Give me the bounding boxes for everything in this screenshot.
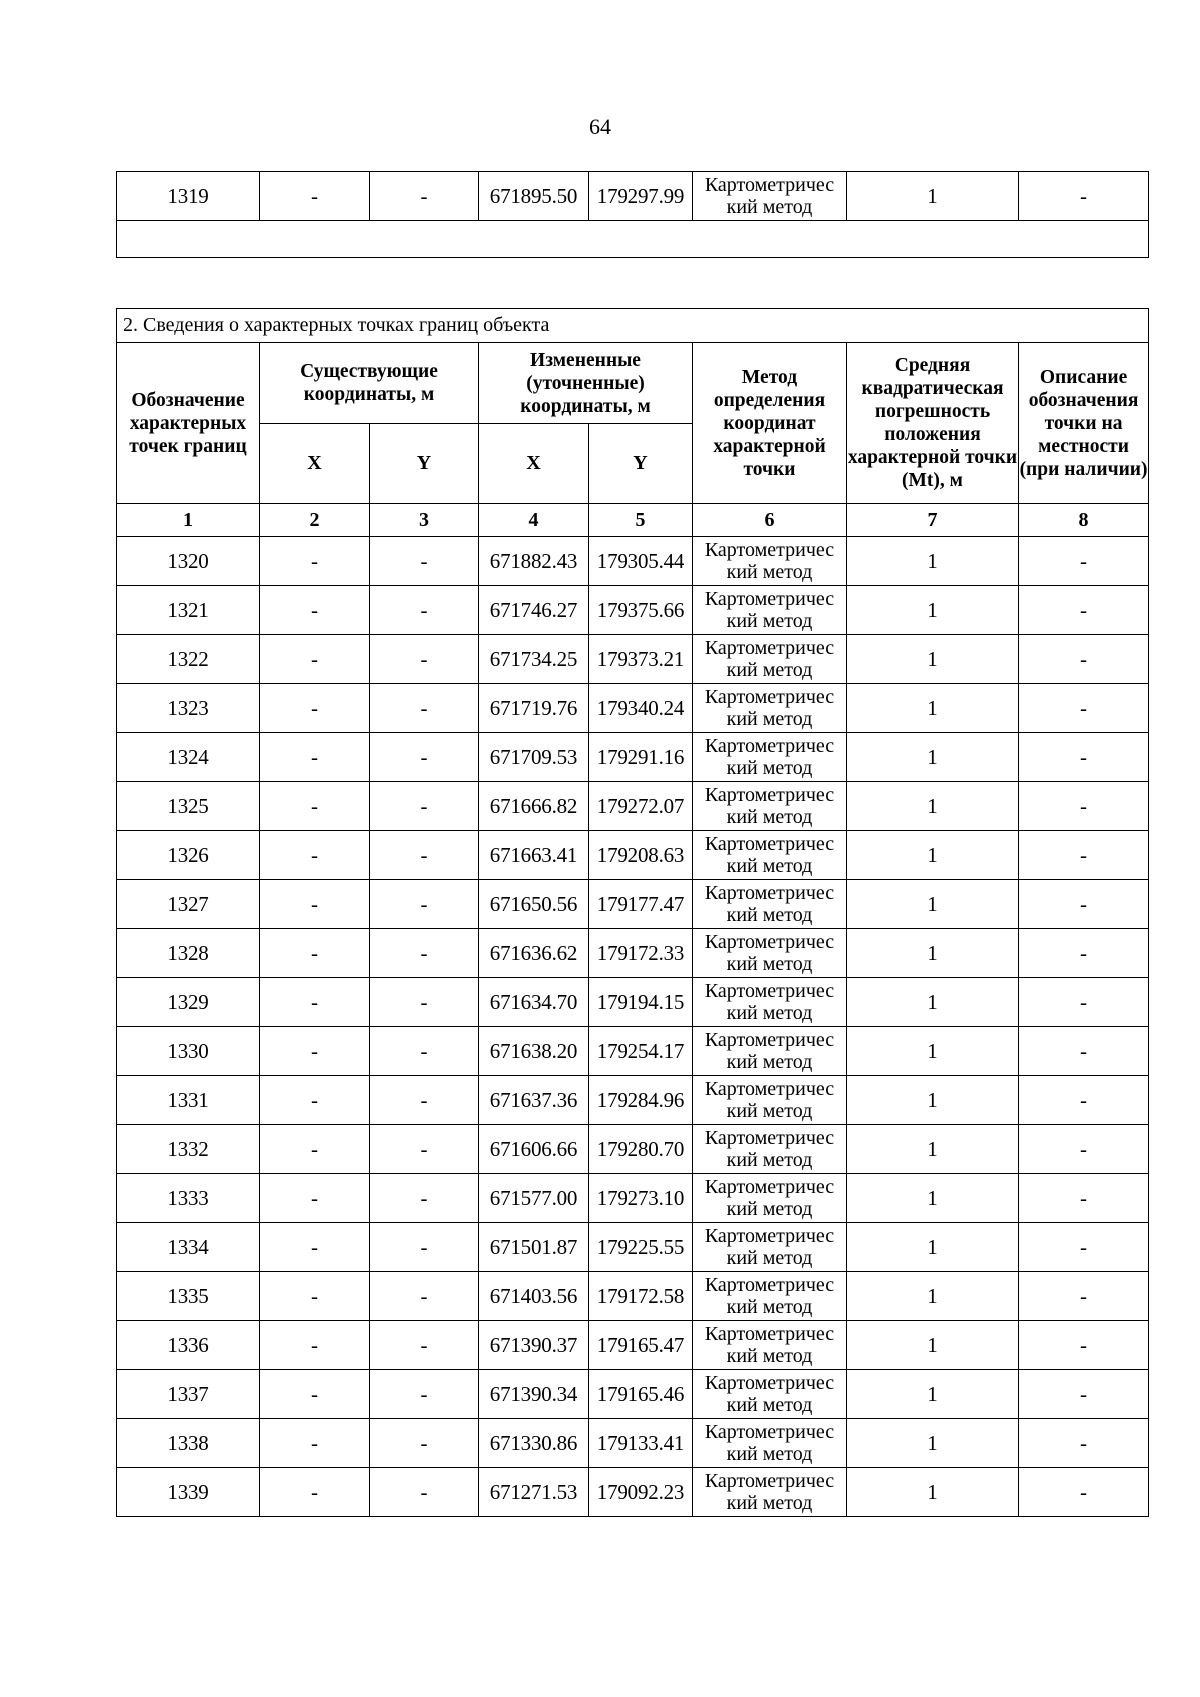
table-row xyxy=(117,880,1149,929)
method-line: кий метод xyxy=(726,659,813,681)
mt-value: 1 xyxy=(847,1419,1019,1468)
point-number: 1334 xyxy=(117,1223,260,1272)
existing-y-value: - xyxy=(370,880,479,929)
point-number: 1319 xyxy=(117,172,260,221)
changed-y-value: 179284.96 xyxy=(589,1076,693,1125)
method-line: Картометричес xyxy=(704,784,835,806)
method-line: Картометричес xyxy=(704,1274,835,1296)
description-value: - xyxy=(1019,1174,1149,1223)
method-value xyxy=(693,635,847,684)
method-line: Картометричес xyxy=(704,637,835,659)
changed-x-value: 671666.82 xyxy=(479,782,589,831)
mt-value: 1 xyxy=(847,1321,1019,1370)
existing-x-value: - xyxy=(260,635,370,684)
changed-y-value: 179297.99 xyxy=(589,172,693,221)
point-number: 1330 xyxy=(117,1027,260,1076)
header-existing-x: X xyxy=(260,424,370,504)
existing-x-value: - xyxy=(260,1076,370,1125)
method-line: Картометричес xyxy=(704,1323,835,1345)
method-value xyxy=(693,782,847,831)
description-value: - xyxy=(1019,684,1149,733)
mt-value: 1 xyxy=(847,929,1019,978)
changed-y-value: 179208.63 xyxy=(589,831,693,880)
existing-y-value: - xyxy=(370,978,479,1027)
changed-y-value: 179092.23 xyxy=(589,1468,693,1517)
mt-value: 1 xyxy=(847,586,1019,635)
method-line: Картометричес xyxy=(704,882,835,904)
method-line: кий метод xyxy=(726,1002,813,1024)
method-line: Картометричес xyxy=(704,1421,835,1443)
existing-x-value: - xyxy=(260,880,370,929)
method-line: кий метод xyxy=(726,708,813,730)
method-line: Картометричес xyxy=(704,1078,835,1100)
changed-y-value: 179172.58 xyxy=(589,1272,693,1321)
changed-x-value: 671390.34 xyxy=(479,1370,589,1419)
existing-y-value: - xyxy=(370,1174,479,1223)
table-row xyxy=(117,782,1149,831)
table-row xyxy=(117,1125,1149,1174)
method-line: кий метод xyxy=(726,1345,813,1367)
point-number: 1328 xyxy=(117,929,260,978)
existing-x-value: - xyxy=(260,1419,370,1468)
method-value xyxy=(693,1272,847,1321)
changed-y-value: 179165.46 xyxy=(589,1370,693,1419)
method-value xyxy=(693,831,847,880)
existing-x-value: - xyxy=(260,1321,370,1370)
existing-y-value: - xyxy=(370,1076,479,1125)
header-changed-x: X xyxy=(479,424,589,504)
header-mean-square-error: Средняя квадратическая погрешность положения характерной точки (Mt), м xyxy=(847,343,1019,504)
existing-y-value: - xyxy=(370,1468,479,1517)
mt-value: 1 xyxy=(847,1370,1019,1419)
method-value xyxy=(693,1468,847,1517)
method-value xyxy=(693,1321,847,1370)
changed-x-value: 671390.37 xyxy=(479,1321,589,1370)
changed-y-value: 179373.21 xyxy=(589,635,693,684)
description-value: - xyxy=(1019,1076,1149,1125)
existing-y-value: - xyxy=(370,733,479,782)
mt-value: 1 xyxy=(847,978,1019,1027)
method-line: Картометричес xyxy=(704,588,835,610)
method-line: кий метод xyxy=(726,1149,813,1171)
method-line: Картометричес xyxy=(704,931,835,953)
changed-x-value: 671271.53 xyxy=(479,1468,589,1517)
method-line: кий метод xyxy=(726,1051,813,1073)
description-value: - xyxy=(1019,172,1149,221)
method-line: Картометричес xyxy=(704,1176,835,1198)
table-row xyxy=(117,831,1149,880)
description-value: - xyxy=(1019,1027,1149,1076)
description-value: - xyxy=(1019,782,1149,831)
changed-y-value: 179225.55 xyxy=(589,1223,693,1272)
header-existing-coordinates: Существующие координаты, м xyxy=(260,343,479,424)
table-row xyxy=(117,1174,1149,1223)
description-value: - xyxy=(1019,1370,1149,1419)
point-number: 1325 xyxy=(117,782,260,831)
mt-value: 1 xyxy=(847,635,1019,684)
column-number: 5 xyxy=(589,504,693,537)
changed-x-value: 671895.50 xyxy=(479,172,589,221)
point-number: 1331 xyxy=(117,1076,260,1125)
changed-y-value: 179305.44 xyxy=(589,537,693,586)
empty-row xyxy=(117,221,1149,258)
description-value: - xyxy=(1019,586,1149,635)
existing-x-value: - xyxy=(260,978,370,1027)
point-number: 1327 xyxy=(117,880,260,929)
description-value: - xyxy=(1019,537,1149,586)
changed-x-value: 671577.00 xyxy=(479,1174,589,1223)
mt-value: 1 xyxy=(847,1174,1019,1223)
method-line: кий метод xyxy=(726,953,813,975)
mt-value: 1 xyxy=(847,172,1019,221)
method-line: кий метод xyxy=(726,1198,813,1220)
method-line: кий метод xyxy=(726,561,813,583)
existing-y-value: - xyxy=(370,1321,479,1370)
changed-y-value: 179177.47 xyxy=(589,880,693,929)
method-line: Картометричес xyxy=(704,1127,835,1149)
changed-y-value: 179194.15 xyxy=(589,978,693,1027)
changed-y-value: 179280.70 xyxy=(589,1125,693,1174)
continuation-table xyxy=(116,171,1149,258)
mt-value: 1 xyxy=(847,537,1019,586)
changed-y-value: 179254.17 xyxy=(589,1027,693,1076)
header-description: Описание обозначения точки на местности (при наличии) xyxy=(1019,343,1149,504)
table-row xyxy=(117,635,1149,684)
method-value xyxy=(693,1027,847,1076)
table-row xyxy=(117,1419,1149,1468)
mt-value: 1 xyxy=(847,1223,1019,1272)
method-line: кий метод xyxy=(726,1296,813,1318)
description-value: - xyxy=(1019,978,1149,1027)
method-line: кий метод xyxy=(726,1100,813,1122)
changed-x-value: 671637.36 xyxy=(479,1076,589,1125)
column-number: 6 xyxy=(693,504,847,537)
method-value xyxy=(693,929,847,978)
table-row xyxy=(117,1468,1149,1517)
table-row xyxy=(117,1272,1149,1321)
table-row xyxy=(117,537,1149,586)
method-value xyxy=(693,1076,847,1125)
header-method: Метод определения координат характерной точки xyxy=(693,343,847,504)
changed-x-value: 671882.43 xyxy=(479,537,589,586)
method-value xyxy=(693,978,847,1027)
method-line: Картометричес xyxy=(704,1225,835,1247)
method-line: Картометричес xyxy=(704,735,835,757)
method-line: кий метод xyxy=(726,1247,813,1269)
point-number: 1329 xyxy=(117,978,260,1027)
changed-y-value: 179133.41 xyxy=(589,1419,693,1468)
existing-x-value: - xyxy=(260,537,370,586)
method-value xyxy=(693,586,847,635)
method-line: Картометричес xyxy=(704,686,835,708)
page-number: 64 xyxy=(589,114,611,139)
existing-x-value: - xyxy=(260,1125,370,1174)
existing-y-value: - xyxy=(370,782,479,831)
description-value: - xyxy=(1019,831,1149,880)
method-line: Картометричес xyxy=(704,1372,835,1394)
existing-x-value: - xyxy=(260,1027,370,1076)
method-line: Картометричес xyxy=(704,174,835,196)
description-value: - xyxy=(1019,1223,1149,1272)
method-value xyxy=(693,1174,847,1223)
method-line: кий метод xyxy=(726,1492,813,1514)
table-row xyxy=(117,172,1149,221)
existing-x-value: - xyxy=(260,1272,370,1321)
mt-value: 1 xyxy=(847,831,1019,880)
method-value xyxy=(693,537,847,586)
existing-y-value: - xyxy=(370,586,479,635)
method-line: кий метод xyxy=(726,610,813,632)
existing-x-value: - xyxy=(260,831,370,880)
header-point-designation: Обозначение характерных точек границ xyxy=(117,343,260,504)
description-value: - xyxy=(1019,929,1149,978)
existing-y-value: - xyxy=(370,684,479,733)
point-number: 1332 xyxy=(117,1125,260,1174)
point-number: 1333 xyxy=(117,1174,260,1223)
existing-x-value: - xyxy=(260,1468,370,1517)
existing-x-value: - xyxy=(260,1370,370,1419)
existing-x-value: - xyxy=(260,1174,370,1223)
method-line: кий метод xyxy=(726,904,813,926)
existing-x-value: - xyxy=(260,782,370,831)
header-changed-y: Y xyxy=(589,424,693,504)
point-number: 1337 xyxy=(117,1370,260,1419)
column-number: 7 xyxy=(847,504,1019,537)
table-row xyxy=(117,1370,1149,1419)
description-value: - xyxy=(1019,1419,1149,1468)
point-number: 1320 xyxy=(117,537,260,586)
method-value xyxy=(693,684,847,733)
mt-value: 1 xyxy=(847,782,1019,831)
changed-x-value: 671709.53 xyxy=(479,733,589,782)
changed-x-value: 671650.56 xyxy=(479,880,589,929)
description-value: - xyxy=(1019,1468,1149,1517)
table-row xyxy=(117,1321,1149,1370)
changed-x-value: 671634.70 xyxy=(479,978,589,1027)
changed-y-value: 179375.66 xyxy=(589,586,693,635)
changed-y-value: 179340.24 xyxy=(589,684,693,733)
table-row xyxy=(117,586,1149,635)
method-line: кий метод xyxy=(726,806,813,828)
method-line: Картометричес xyxy=(704,1029,835,1051)
table-row xyxy=(117,1223,1149,1272)
changed-x-value: 671719.76 xyxy=(479,684,589,733)
existing-y-value: - xyxy=(370,831,479,880)
description-value: - xyxy=(1019,1272,1149,1321)
changed-x-value: 671501.87 xyxy=(479,1223,589,1272)
mt-value: 1 xyxy=(847,880,1019,929)
existing-y-value: - xyxy=(370,172,479,221)
changed-x-value: 671638.20 xyxy=(479,1027,589,1076)
method-line: кий метод xyxy=(726,855,813,877)
existing-y-value: - xyxy=(370,635,479,684)
column-number: 3 xyxy=(370,504,479,537)
method-value xyxy=(693,1125,847,1174)
table-row xyxy=(117,929,1149,978)
point-number: 1326 xyxy=(117,831,260,880)
mt-value: 1 xyxy=(847,1076,1019,1125)
mt-value: 1 xyxy=(847,1272,1019,1321)
point-number: 1335 xyxy=(117,1272,260,1321)
mt-value: 1 xyxy=(847,684,1019,733)
method-value xyxy=(693,880,847,929)
existing-x-value: - xyxy=(260,172,370,221)
point-number: 1339 xyxy=(117,1468,260,1517)
method-value xyxy=(693,1419,847,1468)
existing-y-value: - xyxy=(370,1272,479,1321)
changed-x-value: 671734.25 xyxy=(479,635,589,684)
existing-y-value: - xyxy=(370,1223,479,1272)
changed-y-value: 179172.33 xyxy=(589,929,693,978)
changed-x-value: 671606.66 xyxy=(479,1125,589,1174)
changed-x-value: 671330.86 xyxy=(479,1419,589,1468)
method-line: кий метод xyxy=(726,757,813,779)
table-row xyxy=(117,733,1149,782)
table-row xyxy=(117,978,1149,1027)
existing-y-value: - xyxy=(370,1027,479,1076)
point-number: 1322 xyxy=(117,635,260,684)
table-row xyxy=(117,1027,1149,1076)
mt-value: 1 xyxy=(847,1125,1019,1174)
existing-x-value: - xyxy=(260,1223,370,1272)
method-value xyxy=(693,733,847,782)
point-number: 1338 xyxy=(117,1419,260,1468)
existing-x-value: - xyxy=(260,733,370,782)
description-value: - xyxy=(1019,1321,1149,1370)
mt-value: 1 xyxy=(847,733,1019,782)
method-value xyxy=(693,172,847,221)
column-number: 8 xyxy=(1019,504,1149,537)
method-line: Картометричес xyxy=(704,980,835,1002)
existing-y-value: - xyxy=(370,929,479,978)
method-line: Картометричес xyxy=(704,833,835,855)
mt-value: 1 xyxy=(847,1468,1019,1517)
changed-y-value: 179273.10 xyxy=(589,1174,693,1223)
changed-y-value: 179272.07 xyxy=(589,782,693,831)
existing-y-value: - xyxy=(370,1370,479,1419)
changed-y-value: 179291.16 xyxy=(589,733,693,782)
changed-x-value: 671636.62 xyxy=(479,929,589,978)
existing-x-value: - xyxy=(260,586,370,635)
column-number: 2 xyxy=(260,504,370,537)
point-number: 1323 xyxy=(117,684,260,733)
method-line: кий метод xyxy=(726,1394,813,1416)
changed-x-value: 671403.56 xyxy=(479,1272,589,1321)
header-changed-coordinates: Измененные (уточненные) координаты, м xyxy=(479,343,693,424)
table-row xyxy=(117,684,1149,733)
existing-y-value: - xyxy=(370,537,479,586)
description-value: - xyxy=(1019,880,1149,929)
existing-x-value: - xyxy=(260,684,370,733)
point-number: 1324 xyxy=(117,733,260,782)
column-number-row xyxy=(117,504,1149,537)
point-number: 1336 xyxy=(117,1321,260,1370)
method-value xyxy=(693,1223,847,1272)
changed-y-value: 179165.47 xyxy=(589,1321,693,1370)
mt-value: 1 xyxy=(847,1027,1019,1076)
existing-y-value: - xyxy=(370,1125,479,1174)
table-title: 2. Сведения о характерных точках границ объекта xyxy=(117,309,1149,343)
existing-y-value: - xyxy=(370,1419,479,1468)
changed-x-value: 671746.27 xyxy=(479,586,589,635)
column-number: 1 xyxy=(117,504,260,537)
method-value xyxy=(693,1370,847,1419)
column-number: 4 xyxy=(479,504,589,537)
header-existing-y: Y xyxy=(370,424,479,504)
method-line: кий метод xyxy=(726,196,813,218)
table-row xyxy=(117,1076,1149,1125)
point-number: 1321 xyxy=(117,586,260,635)
description-value: - xyxy=(1019,733,1149,782)
method-line: Картометричес xyxy=(704,539,835,561)
method-line: Картометричес xyxy=(704,1470,835,1492)
changed-x-value: 671663.41 xyxy=(479,831,589,880)
description-value: - xyxy=(1019,635,1149,684)
boundary-points-table xyxy=(116,308,1149,1517)
method-line: кий метод xyxy=(726,1443,813,1465)
existing-x-value: - xyxy=(260,929,370,978)
description-value: - xyxy=(1019,1125,1149,1174)
